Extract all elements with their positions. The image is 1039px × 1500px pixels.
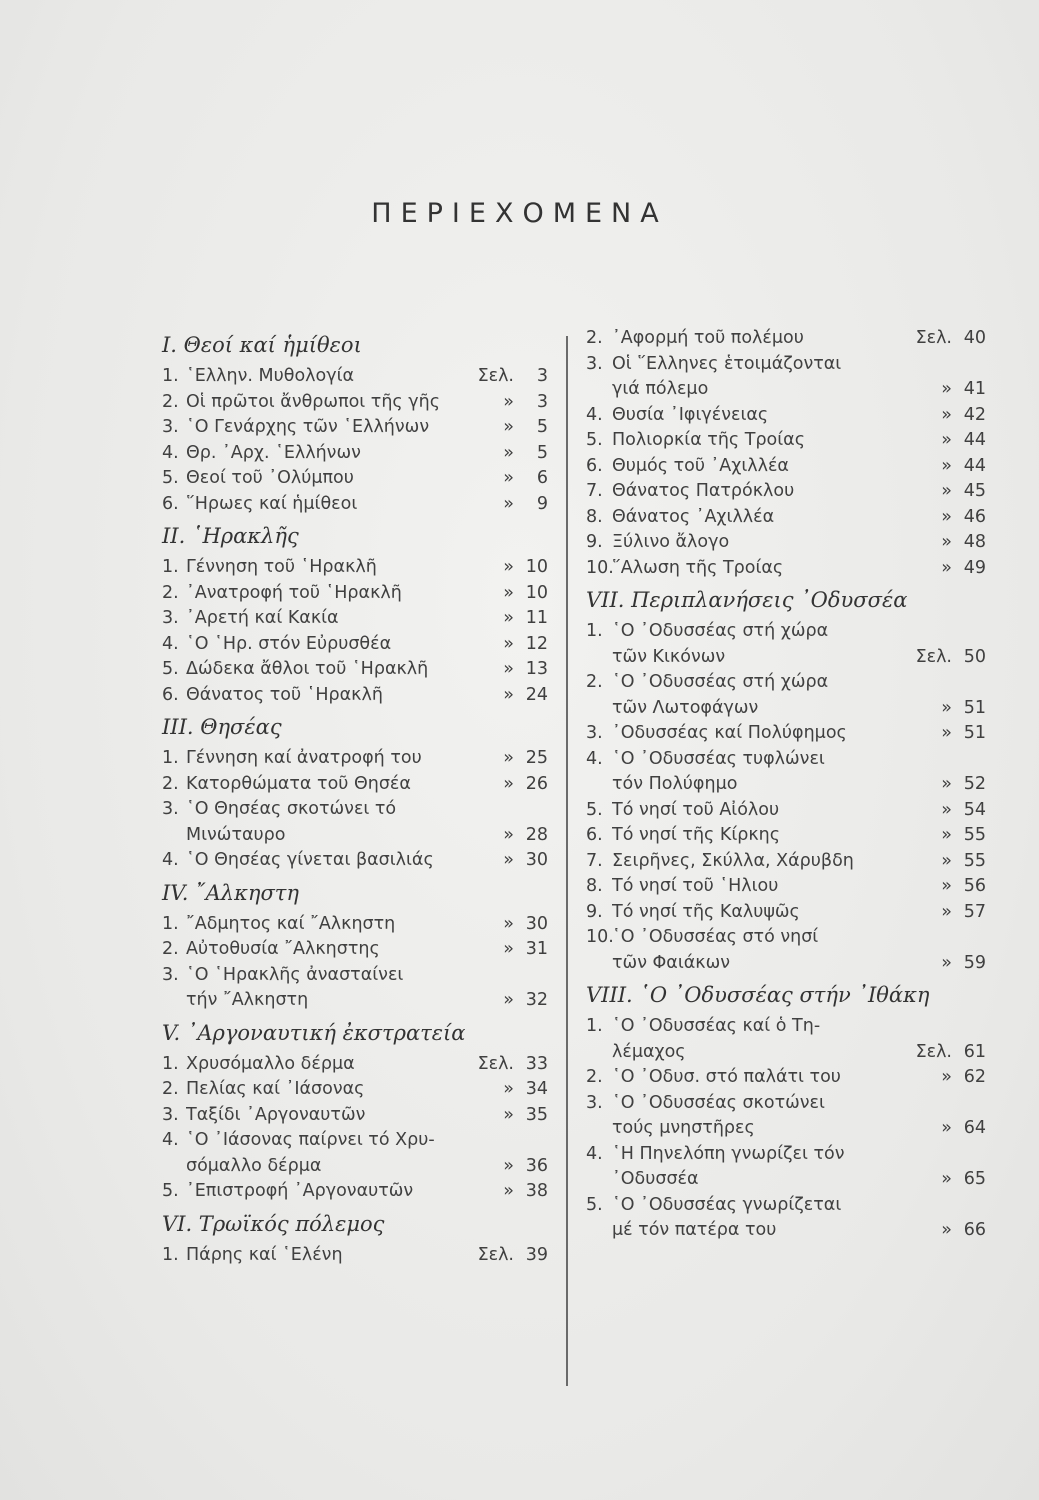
entry-number: 1. [162,557,179,577]
entry-title: ῞Ηρωες καί ἡμίθεοι [186,493,358,514]
toc-entry[interactable] [586,530,986,556]
page-number: 55 [963,825,986,845]
page-prefix: » [503,1104,514,1125]
entry-number: 6. [162,493,179,514]
entry-title: Δώδεκα ἄθλοι τοῦ ῾Ηρακλῆ [186,659,429,679]
entry-title: ῾Ο Θησέας γίνεται βασιλιάς [186,850,434,870]
entry-title: ῾Ο ῾Ηρ. στόν Εὐρυσθέα [186,633,392,654]
entry-number: 10. [586,557,614,578]
page-prefix: » [941,1118,952,1138]
page-prefix: » [941,876,952,896]
entry-number: 9. [586,532,603,552]
toc-entry[interactable] [586,874,986,900]
page-prefix: » [941,430,952,450]
page-number: 25 [525,748,548,768]
page-number: 13 [525,659,548,679]
page-prefix: » [941,506,952,527]
toc-entry[interactable] [586,900,986,926]
toc-entry[interactable] [162,606,548,632]
toc-entry[interactable] [586,454,986,480]
toc-entry[interactable] [162,390,548,416]
section-title: VΙΙΙ. ῾Ο ᾿Οδυσσέας στήν ᾿Ιθάκη [586,983,930,1007]
entry-number: 5. [586,1194,603,1215]
toc-entry[interactable] [586,1091,986,1142]
page-prefix: » [503,608,514,628]
page-prefix: » [503,1181,514,1201]
entry-number: 7. [586,850,603,871]
page-prefix: » [503,850,514,870]
page-number: 30 [525,850,548,870]
entry-number: 6. [162,684,179,705]
toc-entry[interactable] [586,326,986,352]
page-prefix: » [941,825,952,845]
page-prefix: » [941,379,952,399]
toc-entry[interactable] [162,772,548,798]
entry-number: 6. [586,455,603,476]
page-number: 59 [963,952,986,973]
toc-entry[interactable] [586,352,986,403]
entry-title: τῶν Φαιάκων [612,952,731,973]
page-prefix: » [503,1155,514,1176]
page-prefix: » [503,391,514,412]
page-number: 40 [963,328,986,348]
page-number: 34 [525,1079,548,1099]
toc-entry[interactable] [162,1052,548,1078]
entry-title: Τό νησί τοῦ Αἰόλου [612,799,780,820]
section-title: V. ᾿Αργοναυτική ἐκστρατεία [162,1020,466,1045]
toc-entry[interactable] [586,1014,986,1065]
toc-entry[interactable] [586,619,986,670]
page-prefix: Σελ. [477,366,514,386]
page-prefix: » [503,557,514,577]
entry-number: 8. [586,876,603,896]
entry-title: Τό νησί τοῦ ῾Ηλιου [612,876,779,896]
toc-entry[interactable] [162,1243,548,1269]
entry-title: ᾿Οδυσσέα [612,1169,699,1189]
toc-entry[interactable] [162,797,548,848]
page-number: 65 [963,1169,986,1189]
toc-entry[interactable] [586,1193,986,1244]
page-prefix: » [941,697,952,718]
entry-number: 3. [162,417,179,437]
toc-entry[interactable] [586,505,986,531]
entry-number: 2. [586,1067,603,1087]
entry-number: 7. [586,481,603,501]
toc-entry[interactable] [586,849,986,875]
toc-entry[interactable] [162,466,548,492]
entry-title: ᾿Αφορμή τοῦ πολέμου [612,328,804,348]
page-prefix: » [503,1079,514,1099]
entry-title: Πολιορκία τῆς Τροίας [612,430,805,450]
page-prefix: » [941,1169,952,1189]
entry-number: 1. [162,748,179,768]
page-number: 56 [963,876,986,896]
page-number: 51 [963,723,986,743]
entry-number: 4. [586,1143,603,1164]
column-divider [566,336,568,1386]
page-prefix: » [941,455,952,476]
entry-number: 1. [162,1244,179,1265]
toc-entry[interactable] [586,721,986,747]
entry-title: Θάνατος Πατρόκλου [612,481,795,501]
entry-number: 2. [162,773,179,794]
entry-number: 3. [586,1092,603,1113]
page-prefix: » [503,990,514,1010]
page-number: 66 [963,1220,986,1240]
entry-title: τόν Πολύφημο [612,774,738,794]
page-prefix: » [503,493,514,514]
toc-entry[interactable] [162,415,548,441]
page-number: 3 [536,391,548,412]
section-title: ΙΙΙ. Θησέας [162,715,282,739]
page-prefix: » [503,417,514,437]
toc-entry[interactable] [162,937,548,963]
entry-title: ᾿Επιστροφή ᾿Αργοναυτῶν [186,1181,414,1201]
page-number: 36 [525,1155,548,1176]
toc-entry[interactable] [162,963,548,1014]
page-number: 26 [525,773,548,794]
page-prefix: » [503,748,514,768]
entry-number: 2. [162,391,179,412]
page-number: 55 [963,850,986,871]
page-number: 61 [963,1041,986,1062]
entry-number: 3. [586,723,603,743]
page-number: 10 [525,557,548,577]
page-number: 5 [536,442,548,463]
toc-entry[interactable] [162,1179,548,1205]
section-title: ΙΙ. ῾Ηρακλῆς [162,524,299,548]
page-number: 64 [963,1118,986,1138]
entry-title: Θάνατος τοῦ ῾Ηρακλῆ [186,684,383,705]
entry-number: 2. [162,582,179,603]
toc-entry[interactable] [586,823,986,849]
page-prefix: » [941,481,952,501]
toc-entry[interactable] [586,925,986,976]
page-number: 46 [963,506,986,527]
toc-entry[interactable] [162,441,548,467]
page-prefix: Σελ. [915,328,952,348]
entry-title: ῾Ο ᾿Οδυσσέας στό νησί [612,927,819,947]
entry-title: ῾Ελλην. Μυθολογία [186,366,355,386]
page-number: 41 [963,379,986,399]
entry-title: ῾Ο ᾿Οδυσσέας στή χώρα [612,621,829,641]
toc-entry[interactable] [162,555,548,581]
page-prefix: » [503,582,514,603]
entry-title: Πάρης καί ῾Ελένη [186,1244,343,1265]
entry-title: ᾿Ανατροφή τοῦ ῾Ηρακλῆ [186,582,402,603]
entry-title: Θάνατος ᾿Αχιλλέα [612,506,775,527]
page-prefix: » [941,557,952,578]
entry-number: 5. [162,659,179,679]
page-prefix: » [941,850,952,871]
entry-number: 9. [586,901,603,922]
page-prefix: » [941,532,952,552]
entry-number: 1. [162,366,179,386]
page-prefix: » [503,468,514,488]
page-title: ΠΕΡΙΕΧΟΜΕΝΑ [371,198,668,229]
page-prefix: » [503,684,514,705]
page-number: 44 [963,455,986,476]
entry-number: 1. [162,913,179,934]
entry-title: Γέννηση καί ἀνατροφή του [186,748,422,768]
entry-title: τῶν Λωτοφάγων [612,697,759,718]
entry-number: 8. [586,506,603,527]
entry-number: 2. [162,1079,179,1099]
entry-title: γιά πόλεμο [612,379,709,399]
page-prefix: Σελ. [915,646,952,667]
page-number: 10 [525,582,548,603]
page-prefix: Σελ. [915,1041,952,1062]
entry-title: ῾Ο ᾿Οδυσσέας καί ὁ Τη- [612,1016,821,1036]
toc-column-right [586,326,986,1244]
toc-entry[interactable] [162,492,548,518]
entry-title: Τό νησί τῆς Κίρκης [612,825,781,845]
entry-title: Θυμός τοῦ ᾿Αχιλλέα [612,455,789,476]
toc-entry[interactable] [586,1142,986,1193]
page-prefix: » [941,799,952,820]
page-prefix: » [503,773,514,794]
section-title: VΙΙ. Περιπλανήσεις ᾿Οδυσσέα [586,588,908,612]
entry-title: ῾Ο ᾿Οδυσσέας σκοτώνει [612,1092,825,1113]
entry-title: Οἱ ῞Ελληνες ἑτοιμάζονται [612,353,842,374]
entry-title: Μινώταυρο [186,824,286,845]
entry-title: Χρυσόμαλλο δέρμα [186,1053,355,1074]
toc-entry[interactable] [162,683,548,709]
page-number: 35 [525,1104,548,1125]
entry-number: 10. [586,927,614,947]
toc-entry[interactable] [162,1103,548,1129]
page-prefix: » [503,659,514,679]
page-number: 50 [963,646,986,667]
entry-number: 4. [162,1130,179,1150]
toc-entry[interactable] [586,403,986,429]
page-prefix: » [941,404,952,425]
entry-title: Ταξίδι ᾿Αργοναυτῶν [186,1104,366,1125]
entry-number: 5. [162,468,179,488]
section-title: Ι. Θεοί καί ἡμίθεοι [162,333,362,357]
page-prefix: » [941,901,952,922]
page-prefix: » [941,774,952,794]
page-number: 30 [525,913,548,934]
page-number: 39 [525,1244,548,1265]
entry-title: ῾Ο ᾿Οδυσ. στό παλάτι του [612,1067,841,1087]
toc-entry[interactable] [162,632,548,658]
toc-column-left [162,326,548,1268]
entry-number: 3. [586,353,603,374]
page-number: 12 [525,633,548,654]
toc-entry[interactable] [586,428,986,454]
entry-number: 5. [586,430,603,450]
page-number: 24 [525,684,548,705]
page-prefix: » [941,723,952,743]
entry-title: σόμαλλο δέρμα [186,1155,322,1176]
page-number: 62 [963,1067,986,1087]
entry-title: Γέννηση τοῦ ῾Ηρακλῆ [186,557,377,577]
page-number: 6 [536,468,548,488]
entry-number: 1. [586,621,603,641]
toc-entry[interactable] [586,798,986,824]
entry-number: 5. [586,799,603,820]
entry-title: ῾Ο ῾Ηρακλῆς ἀνασταίνει [186,964,404,985]
entry-number: 4. [162,442,179,463]
toc-entry[interactable] [162,657,548,683]
page-prefix: » [503,913,514,934]
entry-number: 1. [586,1016,603,1036]
entry-title: ῾Ο ᾿Οδυσσέας γνωρίζεται [612,1194,842,1215]
entry-title: Τό νησί τῆς Καλυψῶς [612,901,800,922]
page-prefix: » [503,633,514,654]
entry-title: Κατορθώματα τοῦ Θησέα [186,773,411,794]
entry-title: ᾿Οδυσσέας καί Πολύφημος [612,723,847,743]
entry-title: ῾Ο ᾿Οδυσσέας τυφλώνει [612,748,825,769]
entry-title: Θεοί τοῦ ᾿Ολύμπου [186,468,354,488]
entry-title: Πελίας καί ᾿Ιάσονας [186,1079,365,1099]
page-prefix: » [941,1067,952,1087]
page-number: 49 [963,557,986,578]
entry-title: ῾Ο Γενάρχης τῶν ῾Ελλήνων [186,417,430,437]
entry-number: 4. [586,748,603,769]
entry-number: 4. [162,633,179,654]
toc-entry[interactable] [162,912,548,938]
page-number: 31 [525,939,548,959]
entry-number: 1. [162,1053,179,1074]
page-number: 11 [525,608,548,628]
toc-entry[interactable] [586,747,986,798]
section-title: VΙ. Τρωϊκός πόλεμος [162,1211,385,1236]
entry-title: ᾿Αρετή καί Κακία [186,608,339,628]
entry-number: 5. [162,1181,179,1201]
page-number: 32 [525,990,548,1010]
page-prefix: » [503,442,514,463]
entry-title: Θρ. ᾿Αρχ. ῾Ελλήνων [186,442,361,463]
page-number: 42 [963,404,986,425]
entry-title: ῾Ο ᾿Οδυσσέας στή χώρα [612,672,829,692]
entry-title: ῞Αλωση τῆς Τροίας [612,557,784,578]
entry-number: 3. [162,608,179,628]
page-number: 44 [963,430,986,450]
entry-title: Σειρῆνες, Σκύλλα, Χάρυβδη [612,850,854,871]
entry-title: μέ τόν πατέρα του [612,1220,777,1240]
entry-number: 4. [162,850,179,870]
page-number: 28 [525,824,548,845]
page-prefix: » [503,824,514,845]
entry-title: ῾Η Πηνελόπη γνωρίζει τόν [612,1143,845,1164]
toc-entry[interactable] [586,556,986,582]
page-number: 5 [536,417,548,437]
entry-number: 3. [162,1104,179,1125]
entry-number: 2. [162,939,179,959]
entry-title: Θυσία ᾿Ιφιγένειας [612,404,769,425]
page-number: 52 [963,774,986,794]
entry-title: Αὐτοθυσία ῎Αλκηστης [186,939,380,959]
toc-entry[interactable] [586,479,986,505]
entry-title: Ξύλινο ἄλογο [612,532,730,552]
page-number: 45 [963,481,986,501]
toc-entry[interactable] [586,1065,986,1091]
entry-title: τήν ῎Αλκηστη [186,990,309,1010]
page-number: 54 [963,799,986,820]
section-title: ΙV. ῎Αλκηστη [162,880,300,905]
entry-title: λέμαχος [612,1041,686,1062]
page-prefix: » [941,1220,952,1240]
toc-entry[interactable] [162,848,548,874]
page-number: 9 [536,493,548,514]
entry-number: 3. [162,799,179,819]
entry-title: τῶν Κικόνων [612,646,726,667]
page-prefix: » [503,939,514,959]
entry-title: ῾Ο Θησέας σκοτώνει τό [186,799,397,819]
toc-entry[interactable] [162,1077,548,1103]
page-prefix: » [941,952,952,973]
toc-entry[interactable] [162,581,548,607]
entry-number: 4. [586,404,603,425]
entry-number: 6. [586,825,603,845]
page-prefix: Σελ. [477,1053,514,1074]
toc-entry[interactable] [162,364,548,390]
entry-title: ῎Αδμητος καί ῎Αλκηστη [186,913,396,934]
entry-number: 2. [586,328,603,348]
entry-number: 3. [162,964,179,985]
toc-entry[interactable] [586,670,986,721]
page-number: 57 [963,901,986,922]
page-number: 48 [963,532,986,552]
page-prefix: Σελ. [477,1244,514,1265]
entry-number: 2. [586,672,603,692]
page-number: 3 [536,366,548,386]
page-number: 51 [963,697,986,718]
entry-title: τούς μνηστῆρες [612,1118,755,1138]
toc-entry[interactable] [162,746,548,772]
entry-title: Οἱ πρῶτοι ἄνθρωποι τῆς γῆς [186,391,440,412]
toc-entry[interactable] [162,1128,548,1179]
page-number: 33 [525,1053,548,1074]
entry-title: ῾Ο ᾿Ιάσονας παίρνει τό Χρυ- [186,1130,435,1150]
page-number: 38 [525,1181,548,1201]
